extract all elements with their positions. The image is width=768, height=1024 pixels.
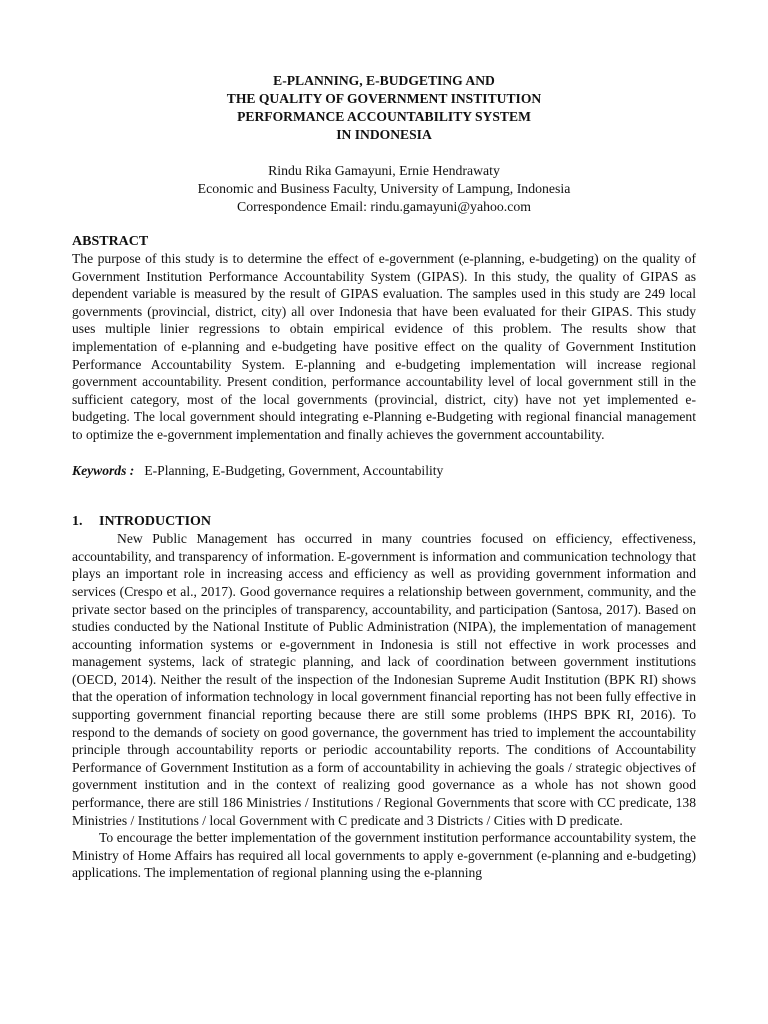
title-line-4: IN INDONESIA xyxy=(336,127,432,142)
section-heading-introduction xyxy=(72,513,696,530)
title-line-3: PERFORMANCE ACCOUNTABILITY SYSTEM xyxy=(237,109,531,124)
author-names: Rindu Rika Gamayuni, Ernie Hendrawaty xyxy=(268,163,500,178)
title-line-2: THE QUALITY OF GOVERNMENT INSTITUTION xyxy=(226,91,542,106)
introduction-paragraph-2: To encourage the better implementation of the government institution performance accountability system, the Ministry of Home Affairs has required all local governments to apply e-government (e-planning and e-budgeting) applications. The implementation of regional planning using the e-planning xyxy=(72,830,696,881)
section-number: 1. xyxy=(72,514,83,530)
correspondence-email: Correspondence Email: rindu.gamayuni@yahoo.com xyxy=(237,199,531,214)
author-affiliation: Economic and Business Faculty, University of Lampung, Indonesia xyxy=(197,181,571,196)
introduction-paragraph-1: New Public Management has occurred in many countries focused on efficiency, effectiveness, accountability, and transparency of information. E-government is information and communication technology that plays an important role in increasing access and efficiency as well as providing government information and services (Crespo et al., 2017). Good governance requires a relationship between government, community, and the private sector based on the principles of transparency, accountability, and participation (Santosa, 2017). Based on studies conducted by the National Institute of Public Administration (NIPA), the implementation of management accounting information systems or e-government in Indonesia is still not effective in work processes and management systems, lack of strategic planning, and lack of coordination between government institutions (OECD, 2014). Neither the result of the inspection of the Indonesian Supreme Audit Institution (BPK RI) shows that the operation of information technology in local government financial reporting has not been fully effective in supporting government financial reporting because there are still some problems (IHPS BPK RI, 2016). To respond to the demands of society on good governance, the government has tried to implement the accountability principle through accountability reports or periodic accountability reports. The conditions of Accountability Performance of Government Institution as a form of accountability in achieving the goals / strategic objectives of government institution and in the context of realizing good governance as a whole has not shown good performance, there are still 186 Ministries / Institutions / Regional Governments that score with CC predicate, 138 Ministries / Institutions / local Government with C predicate and 3 Districts / Cities with D predicate. xyxy=(72,531,696,828)
section-title: INTRODUCTION xyxy=(99,514,212,530)
abstract-heading: ABSTRACT xyxy=(72,234,149,249)
author-block xyxy=(72,162,696,216)
abstract-body: The purpose of this study is to determine the effect of e-government (e-planning, e-budgeting) on the quality of Government Institution Performance Accountability System (GIPAS). In this study, the quality of GIPAS as dependent variable is measured by the result of GIPAS evaluation. The samples used in this study are 249 local governments (provincial, district, city) all over Indonesia that have been evaluated for their GIPAS. This study uses multiple linier regressions to obtain empirical evidence of this problem. The results show that implementation of e-planning and e-budgeting have positive effect on the quality of Government Institution Performance Accountability System. E-planning and e-budgeting implementation will increase regional government accountability. Present condition, performance accountability level of local government still in the sufficient category, most of the local governments (provincial, district, city) have not yet implemented e-budgeting. The local government should integrating e-Planning e-Budgeting with regional financial management to optimize the e-government implementation and finally achieves the government accountability. xyxy=(72,251,696,442)
keywords-line xyxy=(72,462,696,480)
title-line-1: E-PLANNING, E-BUDGETING AND xyxy=(273,73,495,88)
keywords-values: E-Planning, E-Budgeting, Government, Accountability xyxy=(144,462,444,478)
paper-title xyxy=(72,72,696,144)
paper-page xyxy=(72,72,696,882)
keywords-label: Keywords : xyxy=(72,462,135,478)
